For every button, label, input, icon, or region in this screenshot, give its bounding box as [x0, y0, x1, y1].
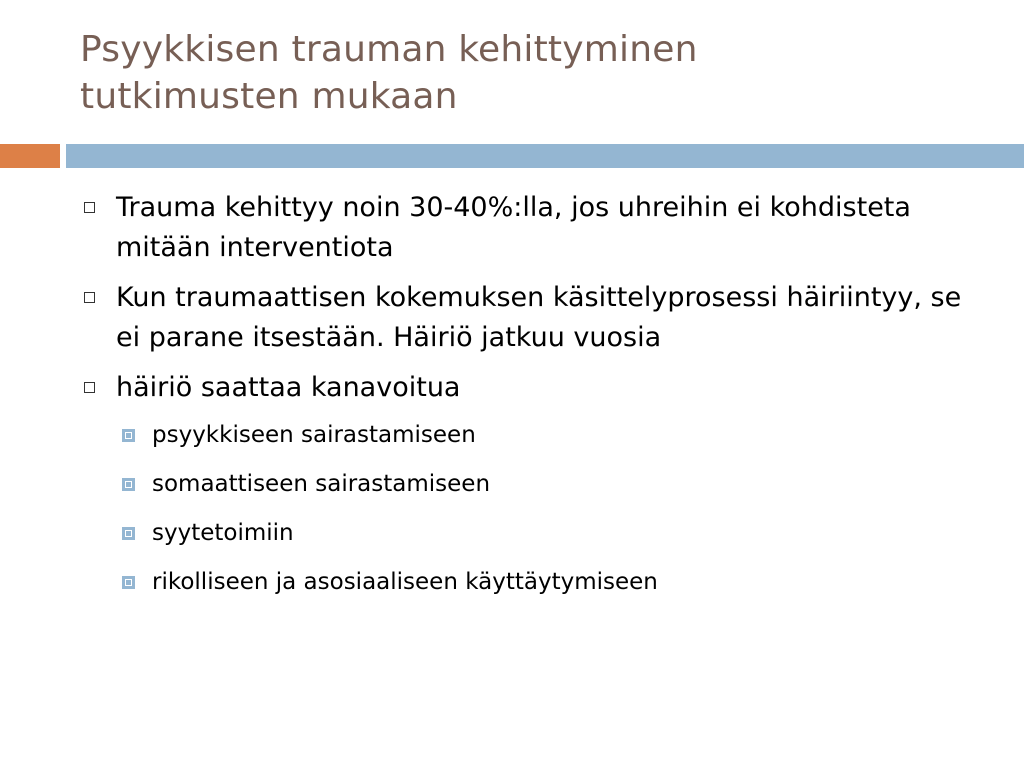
- slide-content: [80, 188, 990, 616]
- bullet-text-3: häiriö saattaa kanavoitua: [116, 372, 461, 403]
- filled-square-bullet-icon: [122, 527, 135, 540]
- bullet-item-2: [80, 278, 990, 358]
- bullet-text-2: Kun traumaattisen kokemuksen käsittelyprosessi häiriintyy, se ei parane itsestään. Häiriö jatkuu vuosia: [116, 282, 962, 353]
- sub-bullet-text-4: rikolliseen ja asosiaaliseen käyttäytymiseen: [152, 569, 658, 595]
- slide-title-line-2: tutkimusten mukaan: [80, 76, 458, 117]
- slide-title-line-1: Psyykkisen trauman kehittyminen: [80, 29, 698, 70]
- square-bullet-icon: [84, 292, 95, 303]
- sub-bullet-text-3: syytetoimiin: [152, 520, 294, 546]
- title-accent-bar: [0, 144, 60, 168]
- sub-bullet-item-1: [80, 420, 990, 450]
- title-divider-bar: [66, 144, 1024, 168]
- filled-square-bullet-icon: [122, 478, 135, 491]
- bullet-item-3: [80, 368, 990, 408]
- sub-bullet-text-1: psyykkiseen sairastamiseen: [152, 422, 476, 448]
- sub-bullet-item-3: [80, 518, 990, 548]
- slide-title: [80, 26, 980, 120]
- square-bullet-icon: [84, 202, 95, 213]
- sub-bullet-item-4: [80, 567, 990, 597]
- bullet-text-1: Trauma kehittyy noin 30-40%:lla, jos uhreihin ei kohdisteta mitään interventiota: [116, 192, 911, 263]
- sub-bullet-item-2: [80, 469, 990, 499]
- square-bullet-icon: [84, 382, 95, 393]
- bullet-item-1: [80, 188, 990, 268]
- sub-bullet-text-2: somaattiseen sairastamiseen: [152, 471, 491, 497]
- filled-square-bullet-icon: [122, 576, 135, 589]
- filled-square-bullet-icon: [122, 429, 135, 442]
